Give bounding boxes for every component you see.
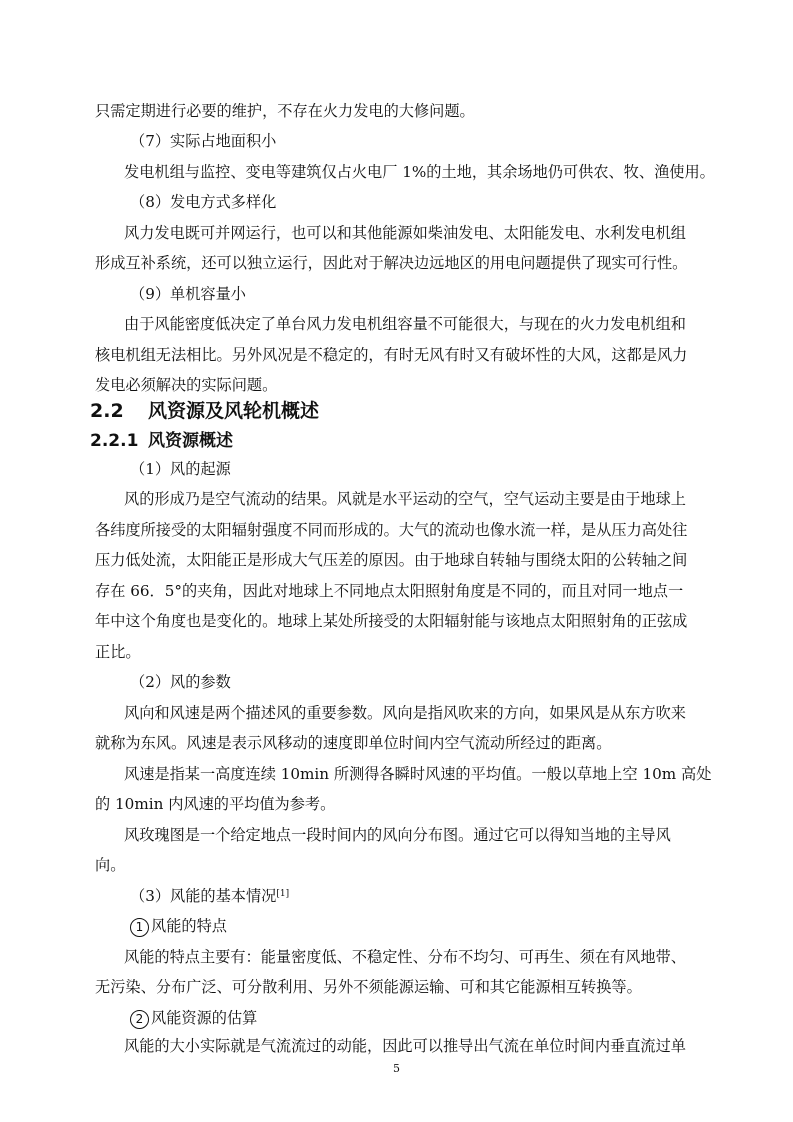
text-line: 年中这个角度也是变化的。地球上某处所接受的太阳辐射能与该地点太阳照射角的正弦成 (95, 612, 688, 630)
list-heading: （1）风的起源 (130, 460, 231, 478)
numbered-item-text: 风能的特点 (151, 917, 227, 935)
text-line: 风的形成乃是空气流动的结果。风就是水平运动的空气，空气运动主要是由于地球上 (124, 490, 686, 508)
list-heading: （9）单机容量小 (130, 285, 246, 303)
text-line: 无污染、分布广泛、可分散利用、另外不须能源运输、可和其它能源相互转换等。 (95, 978, 642, 996)
text-line: 就称为东风。风速是表示风移动的速度即单位时间内空气流动所经过的距离。 (95, 734, 612, 752)
text-line: 发电必须解决的实际问题。 (95, 376, 278, 394)
page-number: 5 (393, 1062, 400, 1075)
text-line: 存在 66．5°的夹角，因此对地球上不同地点太阳照射角度是不同的，而且对同一地点一 (95, 582, 684, 600)
list-heading: （7）实际占地面积小 (130, 132, 277, 150)
section-heading (90, 399, 319, 423)
numbered-item-text: 风能资源的估算 (151, 1009, 258, 1027)
subsection-heading (90, 430, 233, 452)
text-line: 由于风能密度低决定了单台风力发电机组容量不可能很大，与现在的火力发电机组和 (124, 315, 686, 333)
section-number: 2.2 (90, 400, 124, 422)
text-line: 各纬度所接受的太阳辐射强度不同而形成的。大气的流动也像水流一样，是从压力高处往 (95, 521, 688, 539)
list-heading: （2）风的参数 (130, 673, 231, 691)
text-line: 形成互补系统，还可以独立运行，因此对于解决边远地区的用电问题提供了现实可行性。 (95, 254, 688, 272)
text-line: 风速是指某一高度连续 10min 所测得各瞬时风速的平均值。一般以草地上空 10m 高处 (124, 765, 712, 783)
text-line: 向。 (95, 856, 126, 874)
numbered-item (130, 1008, 257, 1029)
subsection-title: 风资源概述 (148, 431, 233, 451)
circled-number: 2 (130, 1010, 149, 1029)
text-line: 发电机组与监控、变电等建筑仅占火电厂 1%的土地，其余场地仍可供农、牧、渔使用。 (124, 163, 715, 181)
text-line: 风向和风速是两个描述风的重要参数。风向是指风吹来的方向，如果风是从东方吹来 (124, 704, 686, 722)
text-line: 核电机组无法相比。另外风况是不稳定的，有时无风有时又有破坏性的大风，这都是风力 (95, 346, 688, 364)
text-line: 只需定期进行必要的维护，不存在火力发电的大修问题。 (95, 102, 475, 120)
subsection-number: 2.2.1 (90, 431, 139, 451)
list-heading: （8）发电方式多样化 (130, 193, 277, 211)
numbered-item (130, 916, 227, 937)
text-line: 风力发电既可并网运行，也可以和其他能源如柴油发电、太阳能发电、水利发电机组 (124, 224, 686, 242)
text-line: 压力低处流，太阳能正是形成大气压差的原因。由于地球自转轴与围绕太阳的公转轴之间 (95, 551, 688, 569)
circled-number: 1 (130, 918, 149, 937)
text-line: 的 10min 内风速的平均值为参考。 (95, 795, 336, 813)
list-heading-text: （3）风能的基本情况 (130, 887, 277, 905)
list-heading (130, 886, 289, 906)
text-line: 正比。 (95, 643, 141, 661)
citation-ref: [1] (276, 889, 290, 899)
text-line: 风能的大小实际就是气流流过的动能，因此可以推导出气流在单位时间内垂直流过单 (124, 1037, 686, 1055)
text-line: 风能的特点主要有：能量密度低、不稳定性、分布不均匀、可再生、须在有风地带、 (124, 948, 686, 966)
section-title: 风资源及风轮机概述 (148, 400, 320, 422)
text-line: 风玫瑰图是一个给定地点一段时间内的风向分布图。通过它可以得知当地的主导风 (124, 826, 671, 844)
